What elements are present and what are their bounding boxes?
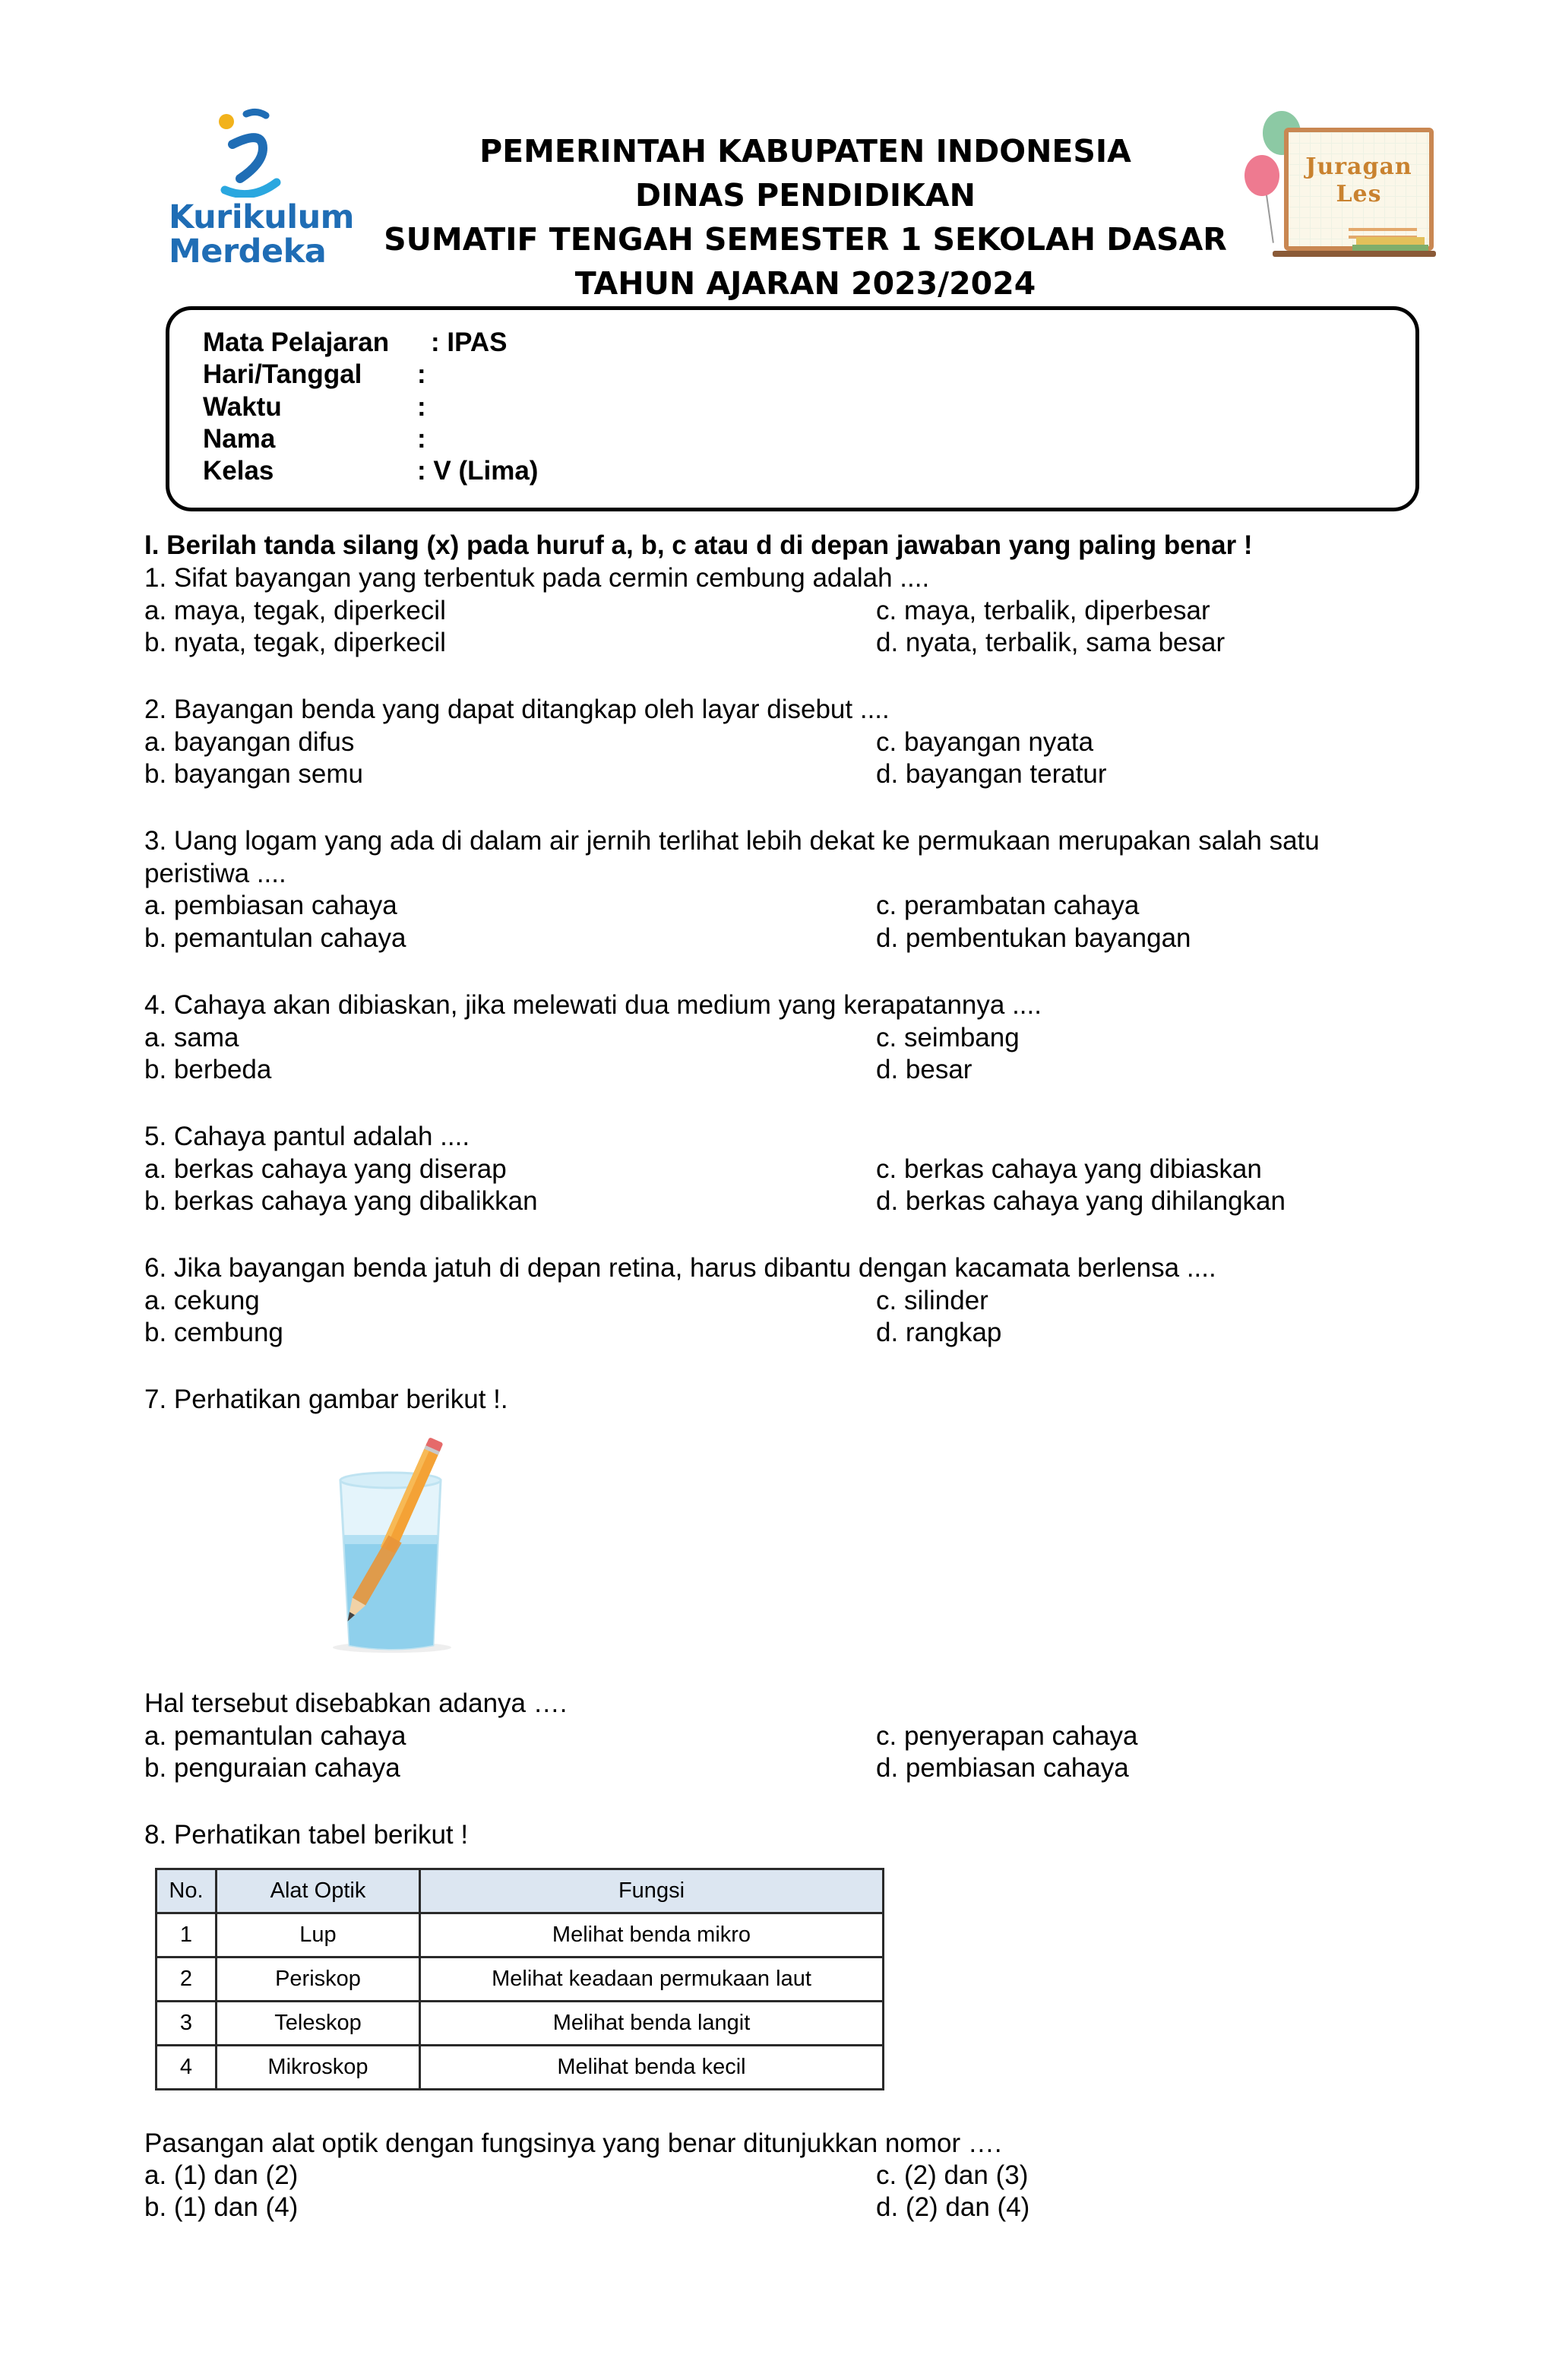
question-7: 7. Perhatikan gambar berikut !. xyxy=(144,1385,508,1414)
q4-option-d: d. besar xyxy=(876,1055,972,1084)
header-line-department: DINAS PENDIDIKAN xyxy=(635,177,976,214)
table-cell-tool: Lup xyxy=(217,1913,420,1957)
shelf-icon xyxy=(1273,251,1436,257)
table-row xyxy=(157,1957,884,2002)
subject-label: Mata Pelajaran xyxy=(203,328,390,357)
question-8: 8. Perhatikan tabel berikut ! xyxy=(144,1820,469,1850)
table-cell-function: Melihat benda kecil xyxy=(420,2046,884,2090)
class-label: Kelas xyxy=(203,456,274,486)
table-row xyxy=(157,2002,884,2046)
q2-option-c: c. bayangan nyata xyxy=(876,727,1094,757)
q3-option-b: b. pemantulan cahaya xyxy=(144,923,406,953)
q6-option-a: a. cekung xyxy=(144,1286,260,1315)
question-5: 5. Cahaya pantul adalah .... xyxy=(144,1122,470,1151)
q5-option-d: d. berkas cahaya yang dihilangkan xyxy=(876,1186,1286,1216)
optics-table xyxy=(155,1868,884,2090)
board-line-icon xyxy=(1349,228,1417,231)
logo-text-line1: Kurikulum xyxy=(169,198,354,236)
header-line-government: PEMERINTAH KABUPATEN INDONESIA xyxy=(479,133,1131,169)
question-2: 2. Bayangan benda yang dapat ditangkap oleh layar disebut .... xyxy=(144,695,890,724)
class-value: : V (Lima) xyxy=(417,456,539,486)
time-colon: : xyxy=(417,392,426,422)
q3-option-d: d. pembentukan bayangan xyxy=(876,923,1191,953)
q7-option-b: b. penguraian cahaya xyxy=(144,1753,400,1783)
table-header-tool: Alat Optik xyxy=(217,1869,420,1913)
table-cell-tool: Periskop xyxy=(217,1957,420,2002)
q4-option-a: a. sama xyxy=(144,1023,239,1052)
table-row xyxy=(157,2046,884,2090)
balloon-string-icon xyxy=(1265,190,1274,243)
q6-option-b: b. cembung xyxy=(144,1318,283,1347)
table-row xyxy=(157,1913,884,1957)
glass-pencil-image xyxy=(327,1436,471,1657)
q2-option-b: b. bayangan semu xyxy=(144,759,363,789)
table-cell-tool: Mikroskop xyxy=(217,2046,420,2090)
logo-right-line2: Les xyxy=(1336,181,1382,207)
document-header xyxy=(334,129,1276,305)
instruction: I. Berilah tanda silang (x) pada huruf a, b, c atau d di depan jawaban yang paling benar ! xyxy=(144,530,1253,560)
q4-option-c: c. seimbang xyxy=(876,1023,1020,1052)
q3-option-a: a. pembiasan cahaya xyxy=(144,891,397,920)
q7-option-a: a. pemantulan cahaya xyxy=(144,1721,406,1751)
date-colon: : xyxy=(417,359,426,389)
table-cell-no: 2 xyxy=(157,1957,217,2002)
table-header-no: No. xyxy=(157,1869,217,1913)
q6-option-c: c. silinder xyxy=(876,1286,988,1315)
table-header-row xyxy=(157,1869,884,1913)
q1-option-d: d. nyata, terbalik, sama besar xyxy=(876,628,1226,657)
q5-option-a: a. berkas cahaya yang diserap xyxy=(144,1154,507,1184)
balloon-red-icon xyxy=(1244,155,1279,196)
q2-option-a: a. bayangan difus xyxy=(144,727,355,757)
table-cell-tool: Teleskop xyxy=(217,2002,420,2046)
name-colon: : xyxy=(417,424,426,454)
q3-option-c: c. perambatan cahaya xyxy=(876,891,1140,920)
q6-option-d: d. rangkap xyxy=(876,1318,1002,1347)
q1-option-b: b. nyata, tegak, diperkecil xyxy=(144,628,446,657)
book-icon xyxy=(1356,237,1425,245)
q4-option-b: b. berbeda xyxy=(144,1055,272,1084)
question-1: 1. Sifat bayangan yang terbentuk pada cermin cembung adalah .... xyxy=(144,563,930,593)
table-cell-no: 4 xyxy=(157,2046,217,2090)
q7-option-d: d. pembiasan cahaya xyxy=(876,1753,1129,1783)
q1-option-c: c. maya, terbalik, diperbesar xyxy=(876,596,1210,625)
q2-option-d: d. bayangan teratur xyxy=(876,759,1107,789)
kurikulum-merdeka-logo xyxy=(166,106,354,274)
question-3-continued: peristiwa .... xyxy=(144,859,286,888)
logo-right-line1: Juragan xyxy=(1305,153,1412,180)
student-info-box xyxy=(166,306,1419,511)
header-line-exam: SUMATIF TENGAH SEMESTER 1 SEKOLAH DASAR xyxy=(384,221,1227,258)
name-label: Nama xyxy=(203,424,276,454)
q8-option-c: c. (2) dan (3) xyxy=(876,2160,1029,2190)
glass-with-pencil-icon xyxy=(327,1436,471,1657)
table-cell-no: 1 xyxy=(157,1913,217,1957)
question-3: 3. Uang logam yang ada di dalam air jernih terlihat lebih dekat ke permukaan merupakan salah satu xyxy=(144,826,1320,856)
q5-option-c: c. berkas cahaya yang dibiaskan xyxy=(876,1154,1262,1184)
q1-option-a: a. maya, tegak, diperkecil xyxy=(144,596,446,625)
q8-option-b: b. (1) dan (4) xyxy=(144,2192,299,2222)
time-label: Waktu xyxy=(203,392,282,422)
q8-option-d: d. (2) dan (4) xyxy=(876,2192,1030,2222)
q8-option-a: a. (1) dan (2) xyxy=(144,2160,299,2190)
table-cell-function: Melihat benda langit xyxy=(420,2002,884,2046)
q7-option-c: c. penyerapan cahaya xyxy=(876,1721,1138,1751)
question-4: 4. Cahaya akan dibiaskan, jika melewati dua medium yang kerapatannya .... xyxy=(144,990,1042,1020)
question-8-prompt: Pasangan alat optik dengan fungsinya yang benar ditunjukkan nomor …. xyxy=(144,2128,1002,2158)
header-line-year: TAHUN AJARAN 2023/2024 xyxy=(574,265,1036,302)
subject-value: : IPAS xyxy=(431,328,508,357)
table-cell-function: Melihat benda mikro xyxy=(420,1913,884,1957)
juragan-les-logo xyxy=(1238,106,1436,270)
q5-option-b: b. berkas cahaya yang dibalikkan xyxy=(144,1186,538,1216)
question-7-prompt: Hal tersebut disebabkan adanya …. xyxy=(144,1688,568,1718)
question-6: 6. Jika bayangan benda jatuh di depan retina, harus dibantu dengan kacamata berlensa .... xyxy=(144,1253,1216,1283)
table-cell-no: 3 xyxy=(157,2002,217,2046)
date-label: Hari/Tanggal xyxy=(203,359,362,389)
logo-text-line2: Merdeka xyxy=(169,233,327,271)
table-header-function: Fungsi xyxy=(420,1869,884,1913)
kurikulum-merdeka-icon xyxy=(210,106,293,198)
table-cell-function: Melihat keadaan permukaan laut xyxy=(420,1957,884,2002)
